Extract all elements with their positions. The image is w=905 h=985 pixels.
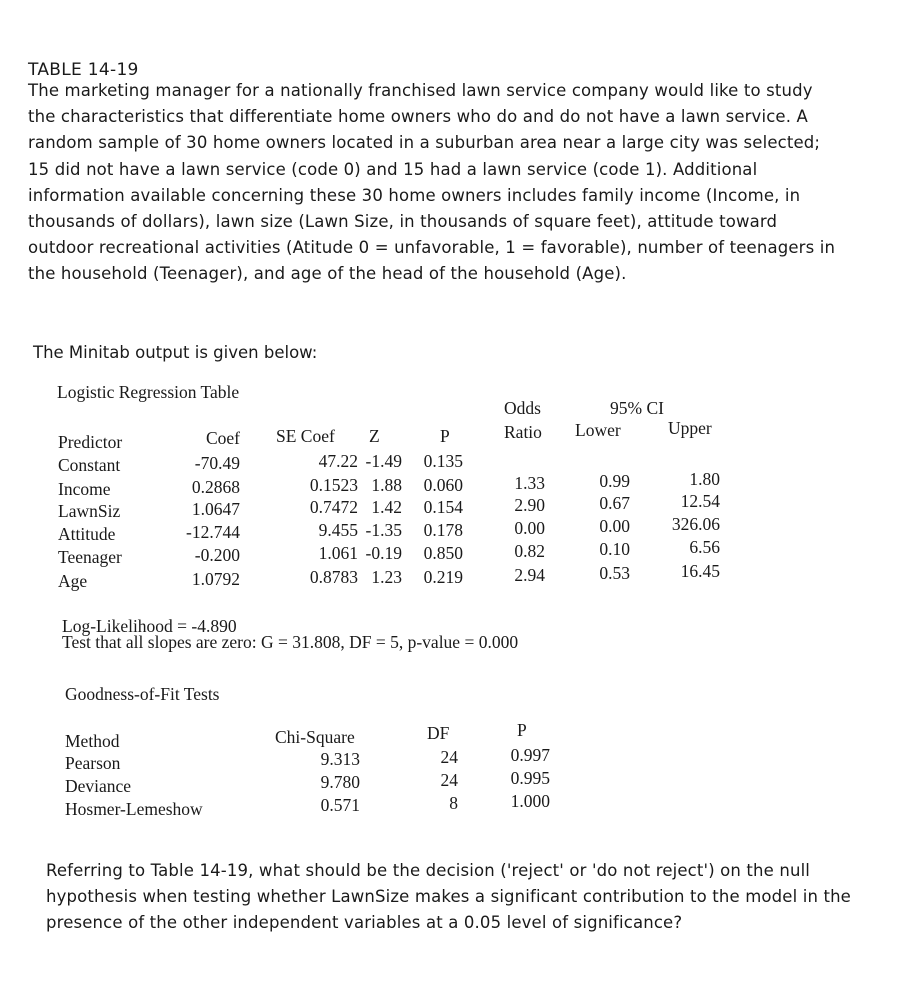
cell-z: 1.23 xyxy=(371,567,402,587)
cell-lower: 0.10 xyxy=(599,539,630,559)
cell-p: 0.219 xyxy=(423,567,463,587)
cell-lower: 0.99 xyxy=(599,471,630,491)
cell-ratio: 2.94 xyxy=(514,565,545,585)
cell-coef: 0.2868 xyxy=(191,477,240,497)
header-z: Z xyxy=(369,426,380,446)
cell-z: -0.19 xyxy=(365,543,402,563)
cell-coef: -70.49 xyxy=(194,453,240,473)
gof-cell-df: 24 xyxy=(440,747,458,767)
cell-upper: 12.54 xyxy=(680,491,720,511)
cell-lower: 0.53 xyxy=(599,563,630,583)
cell-p: 0.135 xyxy=(423,451,463,471)
gof-cell-df: 8 xyxy=(449,793,458,813)
cell-upper: 1.80 xyxy=(689,469,720,489)
header-ratio: Ratio xyxy=(504,422,542,442)
cell-predictor: Income xyxy=(58,479,111,499)
header-lower: Lower xyxy=(575,420,621,440)
cell-p: 0.178 xyxy=(423,520,463,540)
cell-se: 47.22 xyxy=(318,451,358,471)
question-text: Referring to Table 14-19, what should be the decision ('reject' or 'do not reject') on the null hypothesis when testing whether LawnSize makes a significant contribution to the model in the presence of the other independent variables at a 0.05 level of significance? xyxy=(46,861,851,932)
cell-se: 0.7472 xyxy=(309,497,358,517)
gof-header-p: P xyxy=(517,720,527,740)
cell-ratio: 0.82 xyxy=(514,541,545,561)
cell-upper: 6.56 xyxy=(689,537,720,557)
cell-p: 0.850 xyxy=(423,543,463,563)
cell-p: 0.060 xyxy=(423,475,463,495)
cell-predictor: Teenager xyxy=(58,547,122,567)
gof-header-chi: Chi-Square xyxy=(275,727,355,747)
header-p: P xyxy=(440,426,450,446)
cell-z: -1.49 xyxy=(365,451,402,471)
log-likelihood: Log-Likelihood = -4.890 xyxy=(62,616,237,636)
gof-cell-df: 24 xyxy=(440,770,458,790)
cell-coef: 1.0792 xyxy=(191,569,240,589)
cell-predictor: Attitude xyxy=(58,524,116,544)
gof-cell-chi: 9.780 xyxy=(320,772,360,792)
cell-coef: 1.0647 xyxy=(191,499,240,519)
header-upper: Upper xyxy=(668,418,712,438)
intro-paragraph: The marketing manager for a nationally franchised lawn service company would like to study the characteristics that differentiate home owners who do and do not have a lawn service. A random sample of 30 home owners located in a suburban area near a large city was selected; 15 did not have a lawn service (code 0) and 15 had a lawn service (code 1). Additional information available concerning these 30 home owners includes family income (Income, in thousands of dollars), lawn size (Lawn Size, in thousands of square feet), attitude toward outdoor recreational activities (Atitude 0 = unfavorable, 1 = favorable), number of teenagers in the household (Teenager), and age of the head of the household (Age). xyxy=(28,81,836,284)
cell-predictor: LawnSiz xyxy=(58,501,121,521)
gof-heading: Goodness-of-Fit Tests xyxy=(65,684,220,704)
cell-predictor: Age xyxy=(58,571,88,591)
cell-se: 0.1523 xyxy=(309,475,358,495)
cell-se: 9.455 xyxy=(318,520,358,540)
cell-lower: 0.67 xyxy=(599,493,630,513)
table-title: TABLE 14-19 xyxy=(28,60,139,80)
cell-coef: -0.200 xyxy=(194,545,240,565)
cell-z: 1.88 xyxy=(371,475,402,495)
cell-coef: -12.744 xyxy=(186,522,240,542)
cell-predictor: Constant xyxy=(58,455,121,475)
cell-z: 1.42 xyxy=(371,497,402,517)
cell-p: 0.154 xyxy=(423,497,463,517)
header-odds: Odds xyxy=(504,398,541,418)
header-se-coef: SE Coef xyxy=(276,426,335,446)
gof-header-df: DF xyxy=(427,723,450,743)
gof-cell-method: Hosmer-Lemeshow xyxy=(65,799,203,819)
gof-cell-p: 0.995 xyxy=(510,768,550,788)
cell-upper: 16.45 xyxy=(680,561,720,581)
header-coef: Coef xyxy=(205,428,240,448)
gof-cell-method: Deviance xyxy=(65,776,132,796)
cell-z: -1.35 xyxy=(365,520,402,540)
gof-header-method: Method xyxy=(65,731,120,751)
cell-se: 1.061 xyxy=(318,543,358,563)
logistic-heading: Logistic Regression Table xyxy=(57,382,240,402)
cell-ratio: 2.90 xyxy=(514,495,545,515)
gof-cell-method: Pearson xyxy=(65,753,121,773)
header-ci: 95% CI xyxy=(610,398,664,418)
gof-cell-p: 0.997 xyxy=(510,745,550,765)
minitab-intro: The Minitab output is given below: xyxy=(33,343,318,362)
cell-ratio: 1.33 xyxy=(514,473,545,493)
cell-lower: 0.00 xyxy=(599,516,630,536)
cell-ratio: 0.00 xyxy=(514,518,545,538)
gof-cell-p: 1.000 xyxy=(510,791,550,811)
header-predictor: Predictor xyxy=(58,432,123,452)
cell-upper: 326.06 xyxy=(671,514,720,534)
slopes-test: Test that all slopes are zero: G = 31.808, DF = 5, p-value = 0.000 xyxy=(62,632,519,652)
cell-se: 0.8783 xyxy=(309,567,358,587)
gof-cell-chi: 0.571 xyxy=(320,795,360,815)
gof-cell-chi: 9.313 xyxy=(320,749,360,769)
